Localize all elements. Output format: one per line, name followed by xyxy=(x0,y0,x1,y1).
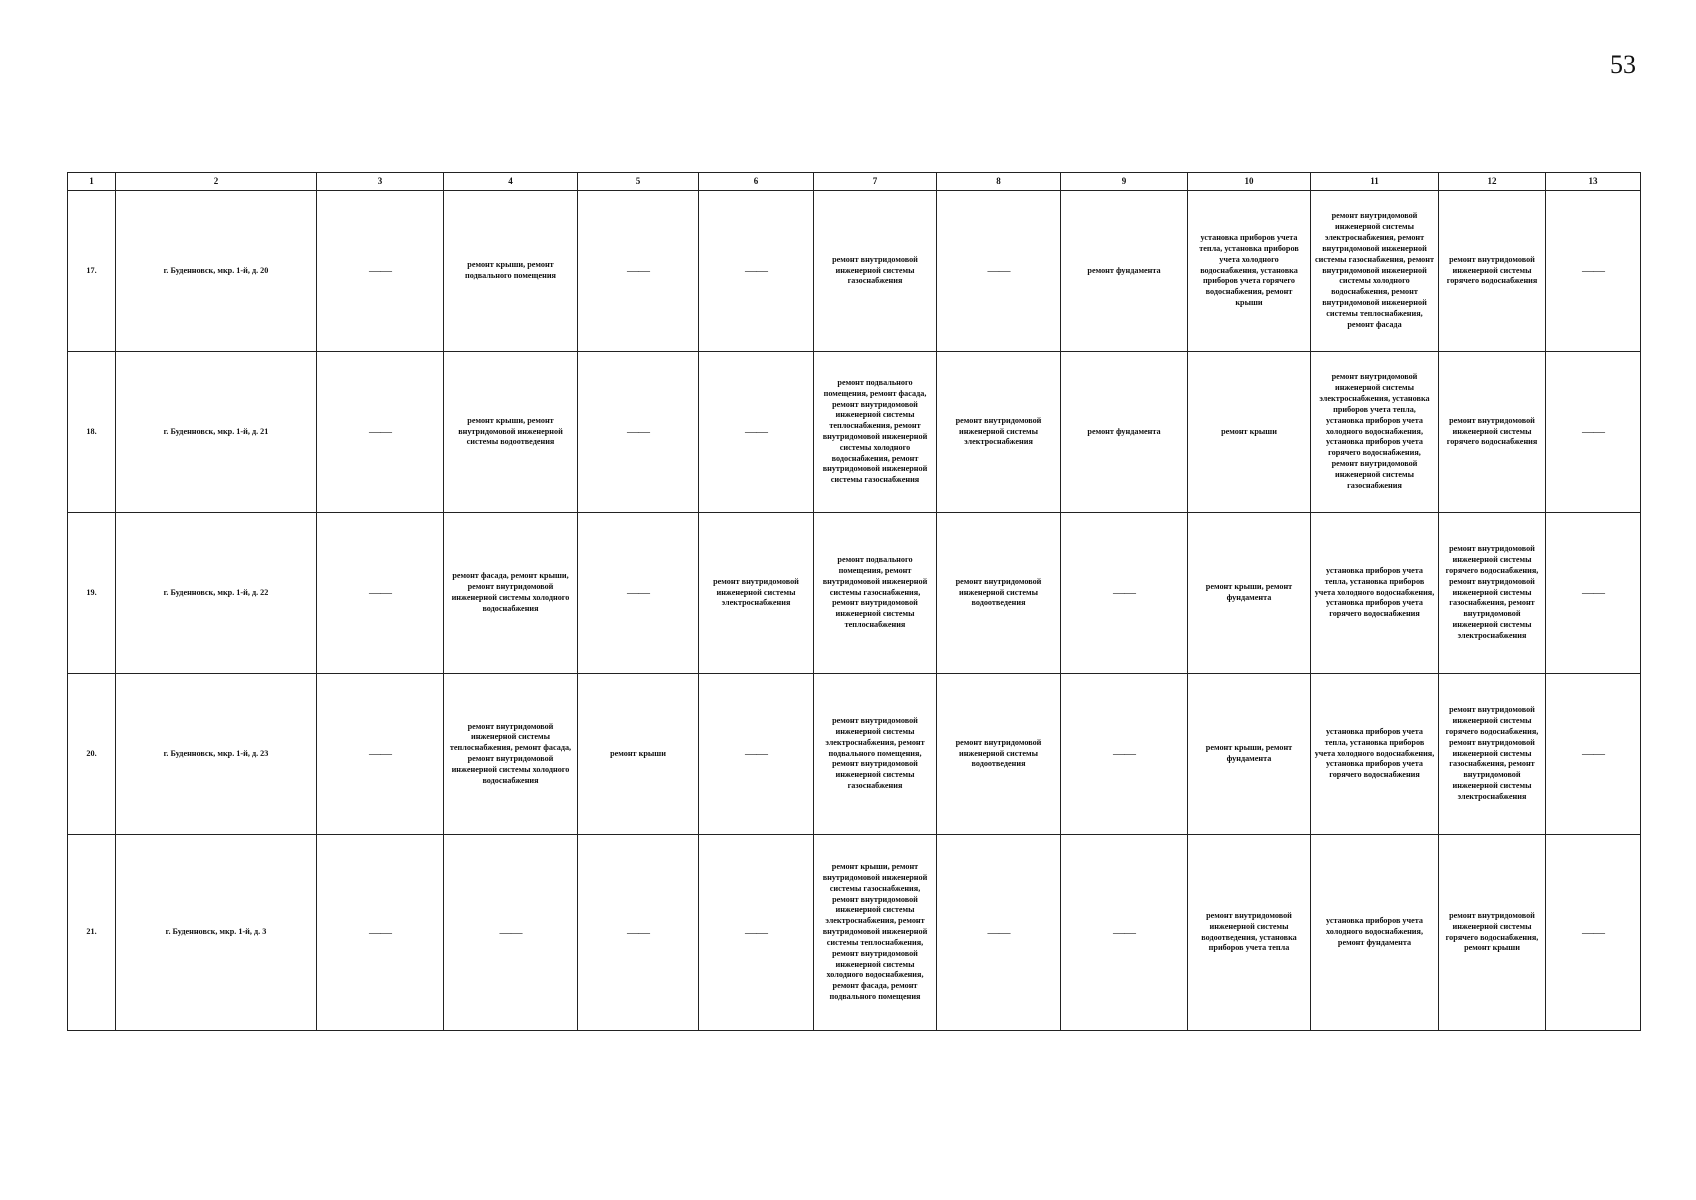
work-cell: ремонт крыши, ремонт внутридомовой инженерной системы водоотведения xyxy=(444,352,578,513)
dash-placeholder: —— xyxy=(369,424,391,439)
address-cell: г. Буденновск, мкр. 1-й, д. 3 xyxy=(116,835,317,1031)
column-header: 2 xyxy=(116,173,317,191)
work-cell xyxy=(317,835,444,1031)
work-cell xyxy=(699,191,814,352)
work-cell: ремонт внутридомовой инженерной системы горячего водоснабжения xyxy=(1439,352,1546,513)
work-cell xyxy=(1546,191,1641,352)
row-number: 19. xyxy=(68,513,116,674)
dash-placeholder: —— xyxy=(369,746,391,761)
dash-placeholder: —— xyxy=(745,263,767,278)
work-cell: ремонт внутридомовой инженерной системы горячего водоснабжения, ремонт внутридомовой инженерной системы газоснабжения, ремонт внутридомовой инженерной системы электроснабжения xyxy=(1439,513,1546,674)
work-cell: ремонт внутридомовой инженерной системы электроснабжения, ремонт подвального помещения, ремонт внутридомовой инженерной системы газоснабжения xyxy=(814,674,937,835)
work-cell xyxy=(699,674,814,835)
work-cell: ремонт внутридомовой инженерной системы электроснабжения xyxy=(699,513,814,674)
work-cell: установка приборов учета тепла, установка приборов учета холодного водоснабжения, установка приборов учета горячего водоснабжения xyxy=(1311,674,1439,835)
work-cell: ремонт фасада, ремонт крыши, ремонт внутридомовой инженерной системы холодного водоснабжения xyxy=(444,513,578,674)
work-cell: ремонт крыши xyxy=(578,674,699,835)
work-cell xyxy=(317,191,444,352)
dash-placeholder: —— xyxy=(1113,924,1135,939)
dash-placeholder: —— xyxy=(745,746,767,761)
row-number: 18. xyxy=(68,352,116,513)
work-cell xyxy=(1061,674,1188,835)
work-cell xyxy=(1061,835,1188,1031)
dash-placeholder: —— xyxy=(1113,585,1135,600)
work-cell xyxy=(699,835,814,1031)
work-cell xyxy=(578,191,699,352)
column-header: 7 xyxy=(814,173,937,191)
column-header: 6 xyxy=(699,173,814,191)
work-cell xyxy=(699,352,814,513)
table-row xyxy=(68,352,1641,513)
work-cell: установка приборов учета холодного водоснабжения, ремонт фундамента xyxy=(1311,835,1439,1031)
work-cell: ремонт фундамента xyxy=(1061,352,1188,513)
dash-placeholder: —— xyxy=(1113,746,1135,761)
work-cell: ремонт крыши, ремонт внутридомовой инженерной системы газоснабжения, ремонт внутридомовой инженерной системы электроснабжения, ремонт внутридомовой инженерной системы теплоснабжения, ремонт внутридомовой инженерной системы холодного водоснабжения, ремонт фасада, ремонт подвального помещения xyxy=(814,835,937,1031)
dash-placeholder: —— xyxy=(1582,263,1604,278)
dash-placeholder: —— xyxy=(627,924,649,939)
dash-placeholder: —— xyxy=(1582,424,1604,439)
table-row xyxy=(68,513,1641,674)
dash-placeholder: —— xyxy=(499,924,522,939)
column-header: 4 xyxy=(444,173,578,191)
work-cell: ремонт внутридомовой инженерной системы водоотведения xyxy=(937,513,1061,674)
work-cell xyxy=(578,835,699,1031)
work-cell xyxy=(444,835,578,1031)
work-cell xyxy=(317,513,444,674)
column-header: 12 xyxy=(1439,173,1546,191)
dash-placeholder: —— xyxy=(627,585,649,600)
address-cell: г. Буденновск, мкр. 1-й, д. 21 xyxy=(116,352,317,513)
work-cell xyxy=(1546,352,1641,513)
row-number: 21. xyxy=(68,835,116,1031)
work-cell xyxy=(1546,513,1641,674)
work-cell: ремонт крыши, ремонт подвального помещения xyxy=(444,191,578,352)
dash-placeholder: —— xyxy=(369,263,391,278)
work-cell: ремонт фундамента xyxy=(1061,191,1188,352)
address-cell: г. Буденновск, мкр. 1-й, д. 20 xyxy=(116,191,317,352)
work-cell: ремонт внутридомовой инженерной системы электроснабжения xyxy=(937,352,1061,513)
table-row xyxy=(68,191,1641,352)
address-cell: г. Буденновск, мкр. 1-й, д. 23 xyxy=(116,674,317,835)
work-cell: ремонт внутридомовой инженерной системы водоотведения, установка приборов учета тепла xyxy=(1188,835,1311,1031)
column-header: 9 xyxy=(1061,173,1188,191)
dash-placeholder: —— xyxy=(745,424,767,439)
dash-placeholder: —— xyxy=(987,263,1010,278)
column-header: 1 xyxy=(68,173,116,191)
work-cell: ремонт внутридомовой инженерной системы горячего водоснабжения, ремонт крыши xyxy=(1439,835,1546,1031)
page-number: 53 xyxy=(1610,50,1636,79)
work-cell xyxy=(578,513,699,674)
work-cell xyxy=(317,352,444,513)
work-cell: ремонт крыши xyxy=(1188,352,1311,513)
work-cell: ремонт крыши, ремонт фундамента xyxy=(1188,513,1311,674)
work-cell: ремонт внутридомовой инженерной системы горячего водоснабжения xyxy=(1439,191,1546,352)
work-cell xyxy=(937,835,1061,1031)
row-number: 17. xyxy=(68,191,116,352)
column-header: 11 xyxy=(1311,173,1439,191)
work-cell: установка приборов учета тепла, установка приборов учета холодного водоснабжения, установка приборов учета горячего водоснабжения xyxy=(1311,513,1439,674)
address-cell: г. Буденновск, мкр. 1-й, д. 22 xyxy=(116,513,317,674)
work-cell: ремонт подвального помещения, ремонт фасада, ремонт внутридомовой инженерной системы теплоснабжения, ремонт внутридомовой инженерной системы холодного водоснабжения, ремонт внутридомовой инженерной системы газоснабжения xyxy=(814,352,937,513)
table-row xyxy=(68,674,1641,835)
work-cell xyxy=(317,674,444,835)
work-cell xyxy=(937,191,1061,352)
work-cell xyxy=(1546,674,1641,835)
column-header: 10 xyxy=(1188,173,1311,191)
work-cell: ремонт внутридомовой инженерной системы электроснабжения, ремонт внутридомовой инженерной системы газоснабжения, ремонт внутридомовой инженерной системы холодного водоснабжения, ремонт внутридомовой инженерной системы теплоснабжения, ремонт фасада xyxy=(1311,191,1439,352)
column-header: 3 xyxy=(317,173,444,191)
work-cell xyxy=(1546,835,1641,1031)
work-cell: ремонт внутридомовой инженерной системы электроснабжения, установка приборов учета тепла, установка приборов учета холодного водоснабжения, установка приборов учета горячего водоснабжения, ремонт внутридомовой инженерной системы газоснабжения xyxy=(1311,352,1439,513)
dash-placeholder: —— xyxy=(627,263,649,278)
column-header: 8 xyxy=(937,173,1061,191)
dash-placeholder: —— xyxy=(1582,585,1604,600)
column-number-row xyxy=(68,173,1641,191)
dash-placeholder: —— xyxy=(1582,924,1604,939)
work-cell: установка приборов учета тепла, установка приборов учета холодного водоснабжения, установка приборов учета горячего водоснабжения, ремонт крыши xyxy=(1188,191,1311,352)
column-header: 13 xyxy=(1546,173,1641,191)
repair-schedule-table xyxy=(67,172,1641,1031)
work-cell: ремонт внутридомовой инженерной системы водоотведения xyxy=(937,674,1061,835)
dash-placeholder: —— xyxy=(369,585,391,600)
dash-placeholder: —— xyxy=(745,924,767,939)
dash-placeholder: —— xyxy=(987,924,1010,939)
table-row xyxy=(68,835,1641,1031)
work-cell: ремонт подвального помещения, ремонт внутридомовой инженерной системы газоснабжения, ремонт внутридомовой инженерной системы теплоснабжения xyxy=(814,513,937,674)
dash-placeholder: —— xyxy=(369,924,391,939)
work-cell xyxy=(578,352,699,513)
work-cell: ремонт внутридомовой инженерной системы горячего водоснабжения, ремонт внутридомовой инженерной системы газоснабжения, ремонт внутридомовой инженерной системы электроснабжения xyxy=(1439,674,1546,835)
work-cell xyxy=(1061,513,1188,674)
work-cell: ремонт внутридомовой инженерной системы газоснабжения xyxy=(814,191,937,352)
row-number: 20. xyxy=(68,674,116,835)
work-cell: ремонт крыши, ремонт фундамента xyxy=(1188,674,1311,835)
column-header: 5 xyxy=(578,173,699,191)
dash-placeholder: —— xyxy=(627,424,649,439)
work-cell: ремонт внутридомовой инженерной системы теплоснабжения, ремонт фасада, ремонт внутридомовой инженерной системы холодного водоснабжения xyxy=(444,674,578,835)
dash-placeholder: —— xyxy=(1582,746,1604,761)
